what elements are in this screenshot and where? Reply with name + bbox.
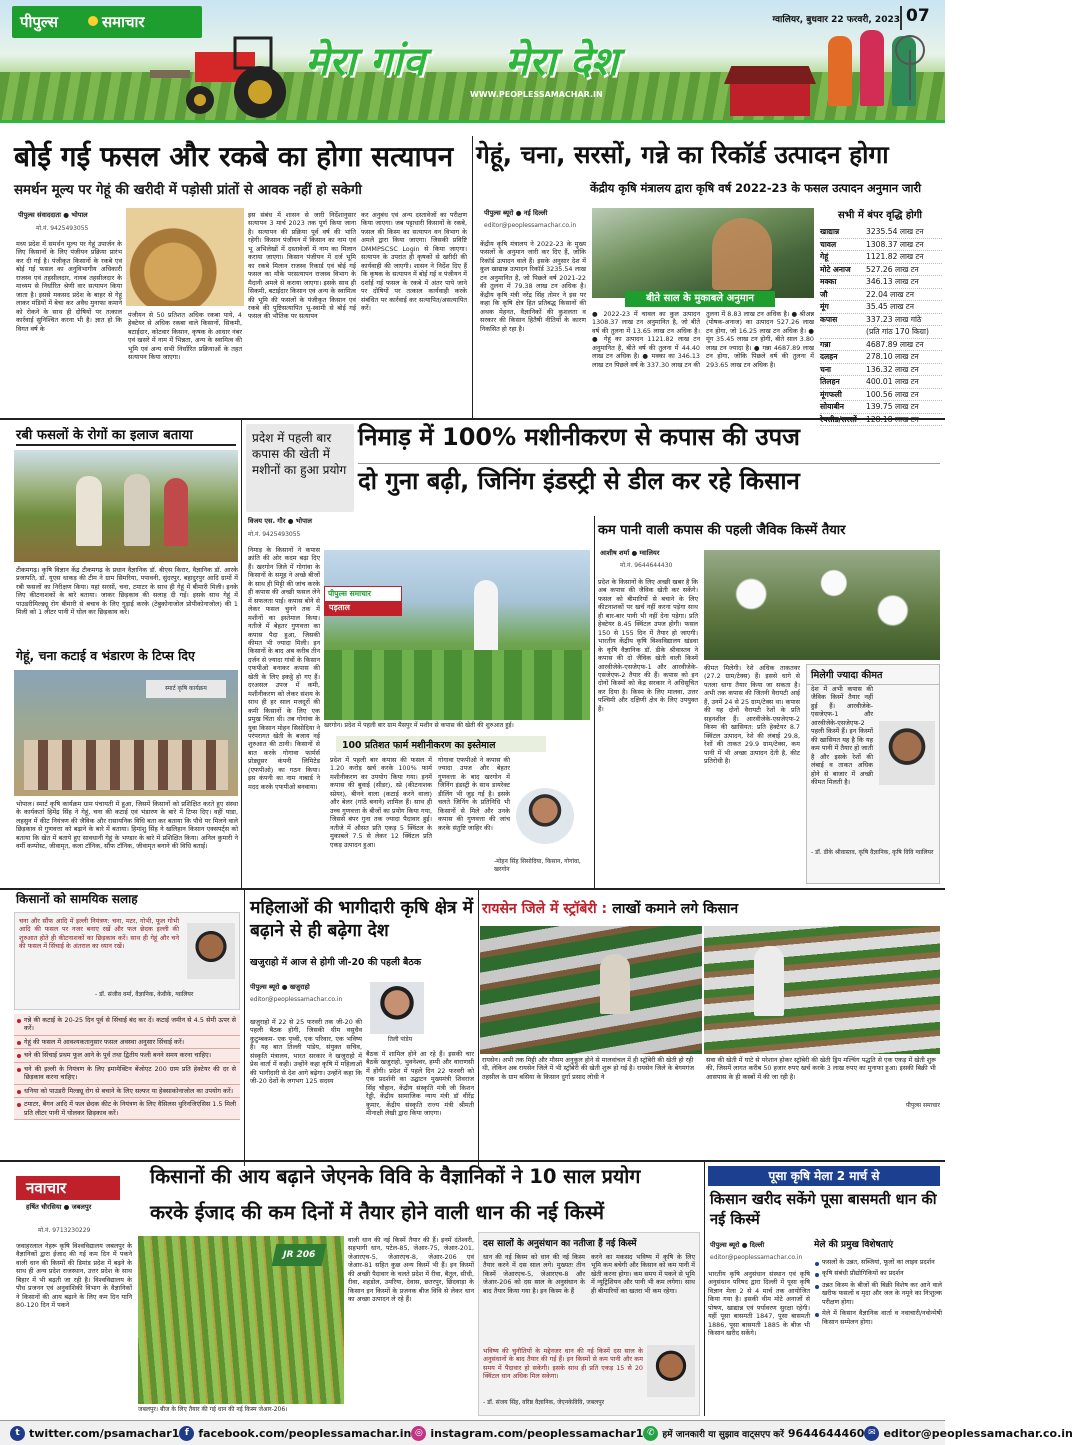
crop-value: 278.10 लाख टन xyxy=(866,352,919,361)
production-table-row xyxy=(820,276,942,289)
price-box-title: मिलेगी ज्यादा कीमत xyxy=(807,665,939,685)
navachar-headline-1: किसानों की आय बढ़ाने जेएनके विवि के वैज्ञानिकों ने 10 साल प्रयोग xyxy=(150,1165,641,1188)
nimad-side-box xyxy=(246,424,354,512)
story2-email[interactable]: editor@peoplessamachar.co.in xyxy=(484,222,577,229)
raisen-credit: पीपुल्स समाचार xyxy=(905,1102,940,1109)
pusa-feature: फसलों के उन्नत, सब्जियां, फूलों का लाइव प्रदर्शन xyxy=(814,1258,942,1266)
production-table xyxy=(820,226,942,416)
navachar-headline-2: करके ईजाद की कम दिनों में तैयार होने वाली धान की नई किस्में xyxy=(150,1201,605,1224)
rabi-text: टीकमगढ़। कृषि विज्ञान केंद्र टीकमगढ़ के प्रधान वैज्ञानिक डॉ. बीएस किरार, वैज्ञानिक डॉ. आरके प्रजापति, डॉ. यूएस धाकड़ की टीम ने ग्राम सिमरिया, पपावनी, सुंदरपुर, बहादुरपुर आदि ग्रामों में रबी फसलों का निरीक्षण किया। यहां सरसों, चना, टमाटर के साथ ही गेहूं में बीमारी मिली। इनके लिए कीटनाशकों के बारे बताया। जाकर छिड़काव की सलाह दी गई। इसके साथ गेहूं में पाउडरीमिल्ड्यू रोग बीमारी से बचाव के लिए गुड़ाई करके (टेबुकोनाजोल प्रोपीकोनाजोल) की 1 मिली को 1 लीटर पानी में घोल कर छिड़काव करें। xyxy=(16,566,238,617)
story1-subhead: समर्थन मूल्य पर गेहूं की खरीदी में पड़ोसी प्रांतों से आवक नहीं हो सकेगी xyxy=(14,183,362,198)
pusa-text: भारतीय कृषि अनुसंधान संस्थान एवं कृषि अनुसंधान परिषद द्वारा दिल्ली में पूसा कृषि विज्ञान मेला 2 से 4 मार्च तक आयोजित किया गया है। इसकी थीम मोटे अनाजों से पोषण, खाद्यान्न एवं पर्यावरण सुरक्षा रहेगी। यहीं पूसा बासमती 1847, पूसा बासमती 1886, पूसा बासमती 1885 के बीज भी किसान खरीद सकेंगे। xyxy=(708,1270,810,1338)
story2-column-1: केंद्रीय कृषि मंत्रालय ने 2022-23 के मुख्य फसलों के अनुमान जारी कर दिए हैं, जोकि रिकॉर्ड उत्पादन वाले हैं। इसके अनुसार देश में कुल खाद्यान्न उत्पादन रिकॉर्ड 3235.54 लाख टन अनुमानित है, जो पिछले वर्ष 2021-22 की तुलना में 79.38 लाख टन अधिक है। केंद्रीय कृषि मंत्री नरेंद्र सिंह तोमर ने इस पर कहा कि कृषि क्षेत्र हित प्रतिबद्ध किसानों की अथक मेहनत, वैज्ञानिकों की कुशलता व सरकार की किसान हितैषी नीतियों के कारण निकसित हो रहा है। xyxy=(480,240,586,333)
research-box xyxy=(478,1232,700,1416)
photo-label: बीते साल के मुकाबले अनुमान xyxy=(625,291,775,307)
raisen-headline-red: रायसेन जिले में स्ट्रॉबेरी : xyxy=(482,901,608,917)
tag-brand: पीपुल्स समाचार xyxy=(328,589,371,598)
story1-column-1: मध्य प्रदेश में समर्थन मूल्य पर गेहूं उपार्जन के लिए किसानों के लिए पंजीयन प्रक्रिया प्रारंभ कर दी गई है। पंजीकृत किसानों के रकबे एवं बोई गई फसल का अनुविभागीय अधिकारी राजस्व एवं तहसीलदार, नायब तहसीलदार के माध्यम से निर्धारित श्रेणी वार सत्यापन किया जाता है। इससे मकसद प्रदेश के बाहर से गेहूं लाकर मंडियों में बेचा कर अवैध मुनाफा कमाने को रोकने के साथ ही दोषियों पर तत्काल कार्रवाई सुनिश्चित करना भी है। ज्ञात हो कि विगत वर्ष के xyxy=(16,240,122,333)
research-box-byline: - डॉ. संजय सिंह, वरिष्ठ वैज्ञानिक, जेएनकेविवि, जबलपुर xyxy=(483,1399,605,1406)
pusa-feature: मेले में किसान वैज्ञानिक वार्ता व नवाचारी/नवोन्मेषी किसान सम्मेलन होगा। xyxy=(814,1309,942,1326)
navachar-author: हर्षित चौरसिया ● जबलपुर xyxy=(26,1203,92,1211)
production-table-row xyxy=(820,339,942,352)
crop-name: कपास xyxy=(820,314,838,324)
price-box xyxy=(806,664,940,884)
whatsapp-phone: 9644644460 xyxy=(787,1426,865,1440)
pusa-features-list xyxy=(814,1258,942,1412)
nimad-headline-divider xyxy=(358,463,940,464)
facebook-link[interactable] xyxy=(179,1426,411,1441)
navachar-label: नवाचार xyxy=(16,1176,120,1200)
research-box-column-1: धान की नई किस्म को धान की नई किस्म तैयार करने में दस साल लगे। मुख्यतः तीन किस्में जेआरएच-5, जेआरएच-8 और जेआर-206 को दस साल के अनुसंधान के बाद तैयार किया गया है। इन किस्म के हैं xyxy=(483,1253,585,1295)
raisen-caption-left: रायसेन। अभी तक मिट्टी और मौसम अनुकूल होने से मालवांचल में ही स्ट्रॉबेरी की खेती हो रही थी, लेकिन अब रायसेन जिले में भी स्ट्रॉबेरी की खेती शुरू हो गई है। रायसेन जिले के बेगमगंज तहसील के ग्राम बसिया के किसान दुर्गा प्रसाद लोधी ने xyxy=(482,1056,694,1081)
bullet-icon xyxy=(815,1313,819,1317)
crop-name: सोयाबीन xyxy=(820,402,844,411)
strawberry-farmer-photo xyxy=(704,926,940,1054)
rabi-headline: रबी फसलों के रोगों का इलाज बताया xyxy=(16,428,193,443)
footer-bar xyxy=(0,1420,1073,1445)
masthead xyxy=(0,0,945,120)
story2-byline: पीपुल्स ब्यूरो ● नई दिल्ली xyxy=(484,209,548,217)
nimad-headline-2: दो गुना बढ़ी, जिनिंग इंडस्ट्री से डील कर रहे किसान xyxy=(358,467,800,495)
bullet-icon xyxy=(17,1103,21,1107)
women-subhead: खजुराहो में आज से होगी जी-20 की पहली बैठक xyxy=(250,957,422,968)
twitter-link[interactable] xyxy=(10,1426,179,1441)
advice-tip: चने की सिंचाई प्रथम फूल आने के पूर्व तथा द्वितीय फली बनने समय करना चाहिए। xyxy=(14,1049,240,1062)
bullet-icon xyxy=(17,1068,21,1072)
advice-tip: धनिया को पाउडरी मिल्ड्यू रोग से बचाने के लिए सल्फर या हेक्साकोनाजोल का उपयोग करें। xyxy=(14,1085,240,1098)
production-table-row xyxy=(820,289,942,302)
raisen-headline xyxy=(482,898,940,920)
women-email[interactable]: editor@peoplessamachar.co.in xyxy=(250,996,343,1003)
tractor-illustration xyxy=(140,30,300,120)
crop-value: 400.01 लाख टन xyxy=(866,377,919,386)
navachar-column-1: जवाहरलाल नेहरू कृषि विश्वविद्यालय जबलपुर के वैज्ञानिकों द्वारा ईजाद की गई कम दिन में पकने वाली धान की किस्मों की डिमांड प्रदेश में बढ़ने के साथ ही अन्य प्रदेश राजस्थान, उत्तर प्रदेश के साथ बिहार में भी बढ़ती जा रही है। विश्वविद्यालय के पौध प्रजनन एवं अनुवांशिकी विभाग के वैज्ञानिकों ने किसानों की आय बढ़ाने के लिए कम दिन यानि 80-120 दिन में पकने xyxy=(16,1242,132,1310)
email-text: editor@peoplessamachar.co.in xyxy=(883,1426,1073,1440)
price-box-text: देश में अभी कपास की जैविक किस्में तैयार नहीं हुई हैं। आरवीजेके-एसजेएफ-1 और आरवीजेके-एसजेएफ-2 पहली किस्में हैं। इन किस्मों की खासियत यह है कि यह कम पानी में तैयार हो जाती है और इसके रेशों की लंबाई व ताकत अधिक होने से बाजार में अच्छी कीमत मिलती है। xyxy=(811,685,873,786)
advisor-portrait xyxy=(187,923,235,979)
production-table-row xyxy=(820,326,942,339)
windmill-illustration xyxy=(880,30,940,100)
twitter-icon: t xyxy=(10,1426,25,1441)
paddy-field-photo xyxy=(138,1236,344,1404)
crop-name: गेहूं xyxy=(820,252,829,261)
nimad-right-divider xyxy=(594,516,595,888)
crop-name: मूंगफली xyxy=(820,389,842,399)
sugarcane-farmer-photo xyxy=(592,208,814,298)
advice-tip: टमाटर, बैंगन आदि में फल छेदक कीट के नियंत्रण के लिए वैसिलस थुरिनजिएंसिस 1.5 मिली प्रति लीटर पानी में घोलकर छिड़काव करें। xyxy=(14,1098,240,1120)
production-table-row xyxy=(820,251,942,264)
crop-value: 139.75 लाख टन xyxy=(866,402,919,411)
advice-header-box xyxy=(16,888,240,904)
instagram-link[interactable] xyxy=(411,1426,643,1441)
masthead-title xyxy=(305,28,645,88)
production-table-row xyxy=(820,364,942,377)
pusa-email[interactable]: editor@peoplessamachar.co.in xyxy=(710,1254,803,1261)
crop-value: 3235.54 लाख टन xyxy=(866,227,924,236)
advice-headline: किसानों को सामयिक सलाह xyxy=(16,892,138,906)
crop-name: मूंग xyxy=(820,302,829,311)
organic-byline: आशीष शर्मा ● ग्वालियर xyxy=(600,549,660,557)
email-icon: ✉ xyxy=(864,1426,879,1441)
instagram-text: instagram.com/peoplessamachar1 xyxy=(430,1426,644,1440)
tili-pandey-caption: तिली पांडेय xyxy=(387,1036,413,1043)
twitter-text: twitter.com/psamachar1 xyxy=(29,1426,180,1440)
crop-name: खाद्यान्न xyxy=(820,227,840,236)
researcher-portrait xyxy=(647,1345,695,1397)
advice-tip: गन्ने की कटाई के 20-25 दिन पूर्व से सिंचाई बंद कर दें। कटाई जमीन से 4.5 सेमी ऊपर से करें। xyxy=(14,1014,240,1036)
bullet-icon xyxy=(17,1019,21,1023)
cotton-field-photo xyxy=(324,550,590,720)
story2-bullets: ● 2022-23 में चावल का कुल उत्पादन 1308.37 लाख टन अनुमानित है, जो बीते वर्ष की तुलना में 13.65 लाख टन अधिक है। ● गेहूं का उत्पादन 1121.82 लाख टन अनुमानित है, बीते वर्ष की तुलना में 44.40 लाख टन अधिक है। ● मक्का का 346.13 लाख टन पिछले वर्ष के 337.30 लाख टन की तुलना में 8.83 लाख टन अधिक है। ● श्रीअन्न (पोषक-अनाज) का उत्पादन 527.26 लाख टन होगा, जो 16.25 लाख टन अधिक है। ● मूंग 35.45 लाख टन होगी, बीते साल 3.80 लाख टन ज्यादा है। ● गन्ना 4687.89 लाख टन होगा, जोकि पिछले वर्ष की तुलना में 293.65 लाख टन अधिक है। xyxy=(592,310,814,369)
bullet-icon xyxy=(815,1262,819,1266)
crop-value: 22.04 लाख टन xyxy=(866,289,914,299)
crop-name: मोटे अनाज xyxy=(820,264,851,274)
production-table-title: सभी में बंपर वृद्धि होगी xyxy=(837,210,923,221)
nimad-column-1: निमाड़ के किसानों ने कपास क्रांति की ओर कदम बढ़ा दिए हैं। खरगोन जिले में गोगांवा के किसानों के समूह ने अच्छे बीजों के साथ ही मिट्टी की जांच करके ही कपास की अच्छी फसल लेने में सफलता पाई। कपास बोने से लेकर फसल चुनने तक में मशीनों का इस्तेमाल किया। नतीजे में बेहतर गुणवत्ता का कपास पैदा हुआ, जिसकी कीमत भी ज्यादा मिली। इन किसानों के बाद अब करीब तीन दर्जन से ज्यादा गांवों के किसान एफपीओ बनाकर कपास की खेती के लिए इकट्ठे हो गए हैं। दरअसल उपज में कमी, मशीनीकरण को लेकर संशय के साथ ही हर साल मजदूरों की कमी किसानों के लिए एक प्रमुख चिंता थी। तब गोगांवा के युवा किसान मोहन सिसोदिया ने परंपरागत खेती के बजाय नई शुरुआत की ठानी। किसानों से बात करके गोगावा फार्मर्स प्रोड्यूसर कंपनी लिमिटेड (एफपीओ) का गठन किया। इस कंपनी का नाम नाबार्ड ने मदद करके एफपीओ बनवाया। xyxy=(248,546,320,791)
raisen-caption-right: सवा की खेती में घाटे से परेशान होकर स्ट्रॉबेरी की खेती ड्रिप मल्चिंग पद्धति से एक एकड़ में खेती शुरू की, जिसमें लागत करीब 50 हजार रुपए खर्च करके 3 लाख रुपए का मुनाफा हुआ। इसकी बिक्री भी आसपास के ही कस्बों में की जा रही है। xyxy=(706,1056,937,1081)
pusa-byline: पीपुल्स ब्यूरो ● दिल्ली xyxy=(710,1241,765,1249)
crop-value: 35.45 लाख टन xyxy=(866,302,914,311)
raisen-headline-black: लाखों कमाने लगे किसान xyxy=(612,901,739,917)
row-divider-1 xyxy=(0,418,945,420)
wheat-grain-photo xyxy=(126,208,244,306)
page-number: 07 xyxy=(900,6,938,30)
pusa-feature: कृषि संबंधी प्रौद्योगिकियों का प्रदर्शन xyxy=(814,1269,942,1277)
story-divider-vertical xyxy=(472,136,473,418)
crop-name: तिलहन xyxy=(820,377,840,386)
nimad-mobile: मो.नं. 9425493055 xyxy=(248,531,301,538)
story1-byline: पीपुल्स संवाददाता ● भोपाल xyxy=(18,211,88,219)
email-link[interactable] xyxy=(864,1426,1072,1441)
crop-value: 1308.37 लाख टन xyxy=(866,239,924,249)
paddy-photo-caption: जबलपुर। बीज के लिए तैयार की गई धान की नई किस्म जेआर-206। xyxy=(138,1406,288,1413)
crop-name: चना xyxy=(820,364,832,374)
advice-right-divider xyxy=(244,890,245,1166)
research-box-quote: भविष्य की चुनौतियों के मद्देनजर धान की नई किस्में दस साल के अनुसंधानों के बाद तैयार की गई हैं। इन किस्मों से कम पानी और कम समय में पैदावार हो सकेगी। इसके साथ ही प्रति एकड़ 15 से 20 क्विंटल धान अधिक मिल सकेगा। xyxy=(483,1347,643,1381)
whatsapp-text: हमें जानकारी या सुझाव वाट्सएप करें xyxy=(662,1429,784,1440)
crop-value: 527.26 लाख टन xyxy=(866,264,919,274)
crop-value: 346.13 लाख टन xyxy=(866,277,919,286)
organic-column-2: कीमत मिलेगी। रेशे अधिक ताकतवर (27.2 ग्राम/टेक्स) हैं। इससे धागे से पतला धागा तैयार किया जा सकता है। अभी तक कपास की जितनी वैरायटी आई हैं, उनमें 24 से 25 ग्राम/टेक्स था। कपास की यह दोनों वैरायटी रेशों के प्रति सहनशील हैं। आरवीजेके-एसजेएफ-2 किस्म की खासियत: प्रति हेक्टेयर 8.7 क्विंटल उत्पादन, रेशे की लंबाई 29.8, रेशों की ताकत 29.9 ग्राम/टेक्स, कम पानी में भी अच्छा उत्पादन देती है, कीट प्रतिरोधी है। xyxy=(704,664,800,765)
organic-headline: कम पानी वाली कपास की पहली जैविक किस्में तैयार xyxy=(598,523,846,538)
crop-name xyxy=(820,326,866,338)
advice-tip: गेहूं की फसल में आवश्यकतानुसार फसल अवस्था अनुसार सिंचाई करें। xyxy=(14,1036,240,1049)
whatsapp-link[interactable] xyxy=(643,1426,864,1441)
storage-tips-headline: गेहूं, चना कटाई व भंडारण के टिप्स दिए xyxy=(16,648,195,663)
women-right-divider xyxy=(478,890,479,1166)
title-right: मेरा देश xyxy=(505,39,619,85)
whatsapp-icon: ✆ xyxy=(643,1426,658,1441)
crop-value: 337.23 लाख गांठे xyxy=(866,314,922,324)
barn-roof xyxy=(724,66,816,84)
women-column-2: बैठक में शामिल होने आ रहे हैं। इसकी चार बैठकें खजुराहो, भुवनेश्वर, हम्पी और वाराणसी में होंगी। प्रदेश में पहले दिन 22 फरवरी को एक प्रदर्शनी का उद्घाटन मुख्यमंत्री शिवराज सिंह चौहान, केंद्रीय संस्कृति मंत्री जी किशन रेड्डी, केंद्रीय सामाजिक न्याय मंत्री डॉ वीरेंद्र कुमार, केंद्रीय संस्कृति राज्य मंत्री श्रीमती मीनाक्षी लेखी द्वारा किया जाएगा। xyxy=(366,1050,474,1118)
story2-headline: गेहूं, चना, सरसों, गन्ने का रिकॉर्ड उत्पादन होगा xyxy=(476,140,889,169)
crop-value: 100.56 लाख टन xyxy=(866,389,919,399)
brand-right: समाचार xyxy=(102,13,145,31)
tag-sub: पड़ताल xyxy=(325,601,401,615)
women-byline: पीपुल्स ब्यूरो ● खजुराहो xyxy=(250,983,310,991)
pusa-list-title: मेले की प्रमुख विशेषताएं xyxy=(814,1240,894,1250)
story1-column-3: इस संबंध में शासन से जारी निर्देशानुसार सत्यापन 3 मार्च 2023 तक पूर्ण किया जाना है। सत्यापन की प्रक्रिया पूर्व वर्ष की भांति रहेगी। किसान पंजीयन में किसान का नाम एवं भू अभिलेखों में दस्तावेजों में नाम का मिलान कराया जाएगा। किसान पंजीयन में दर्ज भूमि का रकबे मिलान राजस्व रिकार्ड एवं बोई गई फसल का मौके परसत्यापन राजस्व विभाग के मैदानी अमले से कराया जाएगा। इसके साथ ही सिकमी, बटाईदार किसान एवं अन्य के स्वामित्व की भूमि की फसलों के पंजीकृत किसान एवं रकबे की पुष्टिसत्यापित भू-स्वामी से बोई गई फसल की भौतिक पर सत्यापन xyxy=(248,211,356,321)
cotton-boll-photo xyxy=(704,550,940,660)
advice-intro-box xyxy=(14,912,240,1010)
training-banner: स्मार्ट कृषि कार्यक्रम xyxy=(146,680,226,698)
nimad-headline-1: निमाड़ में 100% मशीनीकरण से कपास की उपज xyxy=(358,423,800,451)
mechanization-box xyxy=(336,736,546,752)
production-table-row xyxy=(820,301,942,314)
organic-column-1: प्रदेश के किसानों के लिए अच्छी खबर है कि अब कपास की जैविक खेती कर सकेंगे। फसल को बीमारियों से बचाने के लिए कीटनाशकों पर खर्च नहीं करना पड़ेगा साथ ही बार-बार पानी भी नहीं देना पड़ेगा। प्रति हेक्टेयर 8.45 क्विंटल उपज होगी। फसल 150 से 155 दिन में तैयार हो जाएगी। भारतीय केंद्रीय कृषि विश्वविद्यालय खंडवा के कृषि वैज्ञानिक डॉ. डीके श्रीवास्तव ने कपास की दो जैविक खेती वाली किस्में आरवीजेके-एसजेएफ-1 और आरवीजेके-एसजेएफ-2 तैयार की हैं। कपास को इन दोनों किस्मों को केंद्र सरकार ने अधिसूचित कर दिया है। किस्म के लिए मालवा, उत्तर पश्चिमी और दक्षिणी क्षेत्र के लिए उपयुक्त हैं। xyxy=(598,578,698,713)
title-left: मेरा गांव xyxy=(305,39,425,85)
rabi-field-photo xyxy=(14,450,238,562)
production-table-row xyxy=(820,314,942,327)
crop-value: 4687.89 लाख टन xyxy=(866,339,924,349)
brand-dot xyxy=(88,16,98,26)
advice-intro: चना और सौंफ आदि में इल्ली नियंत्रण: चना, मटर, गोभी, फूल गोभी आदि की फसल पर नजर बनाए रखें और फल छेदक इल्ली की शुरुआत होते ही कीटनाशकों का छिड़काव करें। साथ ही गेहूं और चने की फसल में सिंचाई के अंतराल का ध्यान रखें। xyxy=(19,917,179,951)
brand-left: पीपुल्स xyxy=(20,13,59,31)
nimad-column-2: प्रदेश में पहली बार कपास की फसल में 1.20 करोड़ खर्च करके 100% फार्म मशीनीकरण का उपयोग किया गया। इनमें कपास की बुवाई (सीडर), स्प्रे (कीटनाशक स्प्रेयर), बीनने वाला (कटाई करने वाला) और बेलर (गांठें बनाने) शामिल हैं। साथ ही उच्च गुणवत्ता के बीजों का प्रयोग किया गया, जिससे बंपर गुना तक ज्यादा पैदावार हुई। नतीजे में औसत प्रति एकड़ 5 क्विंटल के मुकाबले 7.5 से लेकर 12 क्विंटल प्रति एकड़ उत्पादन हुआ। xyxy=(330,756,432,849)
bullet-icon xyxy=(17,1041,21,1045)
tili-pandey-portrait xyxy=(370,982,424,1034)
row-divider-3 xyxy=(0,1160,945,1162)
story1-headline: बोई गई फसल और रकबे का होगा सत्यापन xyxy=(14,140,454,173)
production-table-row xyxy=(820,226,942,239)
advice-intro-byline: - डॉ. संजीव वर्मा, वैज्ञानिक, केवीके, ग्वालियर xyxy=(95,991,194,998)
story1-mobile: मो.नं. 9425493055 xyxy=(36,225,89,232)
facebook-icon: f xyxy=(179,1426,194,1441)
crop-value: 1121.82 लाख टन xyxy=(866,252,924,261)
dateline: ग्वालियर, बुधवार 22 फरवरी, 2023 xyxy=(772,15,900,25)
bullet-icon xyxy=(17,1054,21,1058)
farmer-portrait xyxy=(516,788,574,844)
masthead-divider xyxy=(0,120,945,123)
story1-column-4: कर अनुबंध एवं अन्य दस्तावेजों का परीक्षण किया जाएगा। जब पट्टाधारी किसानों के रकबे, फसल की किस्म का सत्यापन वन विभाग के अमले द्वारा किया जाएगा। जिसकी प्रविष्टि DMMPSCSC Login से किया जाएगा। सत्यापन के उपरांत ही कृषकों से खरीदी की कार्यवाही की जाएगी। शासन ने निर्देश दिए हैं कि कृषक के सत्यापन में बोई गई व पंजीयन में दर्शाई गई फसल के रकबे में अंतर पाये जाने पर दोषियों पर तत्काल कार्यवाही करके संबंधित पर कार्रवाई कर सत्यापित/असत्यापित करें। xyxy=(361,211,467,312)
website-url[interactable]: WWW.PEOPLESSAMACHAR.IN xyxy=(470,90,603,99)
crop-name: गन्ना xyxy=(820,339,831,349)
barn-illustration xyxy=(730,80,810,116)
crop-name: जौ xyxy=(820,289,828,299)
storage-tips-text: भोपाल। स्मार्ट कृषि कार्यक्रम ग्राम पंचायती में हुआ, जिसमें किसानों को प्रशिक्षित करते हुए संस्था के कार्यकर्ता हिमेंद्र सिंह ने गेहूं, चना की कटाई एवं भंडारण के बारे में टिप्स दिए। वहीं पाडा, लहसुन में कीट नियंत्रण की जैविक और रासायनिक विधि बता कर बताया कि पौधे पर मिलने वाले छिड़काव से गुणवत्ता को बढ़ाने के बारे में बताया। हिमांशु सिंह ने खलिहान किसान एक्सपर्ट्स को बताया कि खेत में बताये हुए सावधानी गेहूं के भण्डार के बारे में प्रशिक्षित किया। अनिल कुमारी ने वर्मी कम्पोस्ट, जीवामृत, कला टॉनिक, सौंफ टॉनिक, जीवामृत बनाने की विधि बताई। xyxy=(16,800,238,851)
price-box-byline: - डॉ. डीके श्रीवास्तव, कृषि वैज्ञानिक, कृषि विवि ग्वालियर xyxy=(811,849,934,856)
crop-name: मक्का xyxy=(820,277,837,286)
farmer-quote-byline: -मोहन सिंह सिसोदिया, किसान, गोगांवा, खरगोन xyxy=(494,858,581,873)
bullet-icon xyxy=(815,1273,819,1277)
cotton-photo-caption: खरगोन। प्रदेश में पहली बार ग्राम मैसपुर में मशीन से कपास की खेती की शुरुआत हुई। xyxy=(324,722,514,729)
crop-name: चावल xyxy=(820,239,837,249)
advice-tip: चने की इल्ली के नियंत्रण के लिए इमामेक्टिन बेंजोएट 200 ग्राम प्रति हेक्टेयर की दर से छिड़काव करना चाहिए। xyxy=(14,1063,240,1085)
mechanization-box-title: 100 प्रतिशत फार्म मशीनीकरण का इस्तेमाल xyxy=(342,740,496,751)
pusa-headline: किसान खरीद सकेंगे पूसा बासमती धान की नई किस्में xyxy=(710,1191,937,1229)
women-headline: महिलाओं की भागीदारी कृषि क्षेत्र में बढ़ाने से ही बढ़ेगा देश xyxy=(250,898,474,941)
nimad-side-box-text: प्रदेश में पहली बार कपास की खेती में मशीनों का हुआ प्रयोग xyxy=(252,431,347,478)
story2-subhead: केंद्रीय कृषि मंत्रालय द्वारा कृषि वर्ष 2022-23 के फसल उत्पादन अनुमान जारी xyxy=(590,181,922,195)
rabi-headline-box xyxy=(16,424,236,446)
research-box-column-2: करने का मकसद भविष्य में कृषि के लिए भूमि कम बचेगी और किसान को कम पानी में खेती करना होगा। कम समय में पकने से भूमि में न्यूट्रिशियन और पानी भी कम लगेगा। साथ ही बीमारियों का खतरा भी कम रहेगा। xyxy=(591,1253,695,1295)
production-table-row xyxy=(820,264,942,277)
bullet-icon xyxy=(815,1285,819,1289)
research-box-title: दस सालों के अनुसंधान का नतीजा हैं नई किस्में xyxy=(483,1239,637,1249)
story1-column-2: पंजीयन से 50 प्रतिशत अधिक रकबा पाये, 4 हेक्टेयर से अधिक रकबा वाले किसानों, सिकमी, बटाईदार, कोटवार किसान, कृषक के आधार नंबर एवं खसरे में नाम में भिन्नता, अन्य के स्वामित्व की भूमि एवं अन्य सभी निर्धारित प्रक्रियाओं के तहत सत्यापन किया जाएगा। xyxy=(128,311,242,362)
production-table-row xyxy=(820,389,942,402)
production-table-row xyxy=(820,376,942,389)
training-meeting-photo xyxy=(14,670,238,796)
pusa-feature: उन्नत किस्म के बीजों की बिक्री विशेष कर आने वाले खरीफ फसलों व मृदा और जल के नमूने का निःशुल्क परीक्षण होगा। xyxy=(814,1281,942,1306)
jr206-tag: JR 206 xyxy=(272,1244,327,1266)
production-table-row xyxy=(820,239,942,252)
crop-name: दलहन xyxy=(820,352,838,361)
facebook-text: facebook.com/peoplessamachar.in xyxy=(198,1426,412,1440)
pusa-left-divider xyxy=(704,1162,705,1416)
bullet-icon xyxy=(17,1090,21,1094)
strawberry-field-photo xyxy=(480,926,702,1054)
women-column-1: खजुराहो में 22 से 25 फरवरी तक जी-20 की पहली बैठक होगी, जिसकी थीम वसुधैव कुटुम्बकम- एक पृथ्वी, एक परिवार, एक भविष्य है। यह बात तिल्ली पांडेय, संयुक्त सचिव, संस्कृति मंत्रालय, भारत सरकार ने खजुराहो में प्रेस वार्ता में कही। उन्होंने कहा कृषि में महिलाओं की भागीदारी से देश आगे बढ़ेगा। उन्होंने कहा कि जी-20 देशों के लगभग 125 सदस्य xyxy=(250,1018,362,1086)
crop-value: 136.32 लाख टन xyxy=(866,364,919,374)
left-col-divider xyxy=(241,420,242,888)
advice-tips-list xyxy=(14,1014,240,1160)
navachar-column-2: वाली धान की नई किस्में तैयार की हैं। इनमें दंतेश्वरी, सहभागी धान, पटेल-85, जेआर-75, जेआर-201, जेआरएच-5, जेआरएच-8, जेआर-206 एवं जेआर-81 सहित कुछ अन्य किस्में भी हैं। इन किस्मों की अच्छी पैदावार के चलते प्रदेश में रीवा, बैतूल, सीधी, रीवा, शहडोल, उमरिया, देवास, छतरपुर, छिंदवाड़ा के किसान इन किस्मों के प्रजनक बीज विवि से लेकर धान का अच्छा उत्पादन ले रहे हैं। xyxy=(348,1236,474,1304)
production-table-row xyxy=(820,401,942,414)
pusa-banner: पूसा कृषि मेला 2 मार्च से xyxy=(708,1166,940,1186)
nimad-byline: विजय एस. गौर ● भोपाल xyxy=(248,517,313,525)
organic-mobile: मो.नं. 9644644430 xyxy=(620,562,673,569)
production-table-row xyxy=(820,351,942,364)
women-column-2-top xyxy=(430,982,474,1048)
navachar-mobile: मो.नं. 9713230229 xyxy=(38,1227,91,1234)
crop-value: (प्रति गांठ 170 किग्रा) xyxy=(866,327,929,336)
scientist-portrait xyxy=(879,721,935,785)
pipuls-padtal-tag xyxy=(324,586,402,616)
instagram-icon: ◎ xyxy=(411,1426,426,1441)
farmer-quote: गोगावा एफपीओ ने कपास की ज्यादा उपज और बेहतर गुणवत्ता के बाद खरगोन में जिनिंग इंडस्ट्री के साथ डायरेक्ट डीलिंग भी जुड़ गई है। इसके चलते जिनिंग के प्रतिनिधि भी किसानों से मिले और उनके कपास की गुणवत्ता की जांच करके संतुष्टि जाहिर की। xyxy=(438,756,510,832)
